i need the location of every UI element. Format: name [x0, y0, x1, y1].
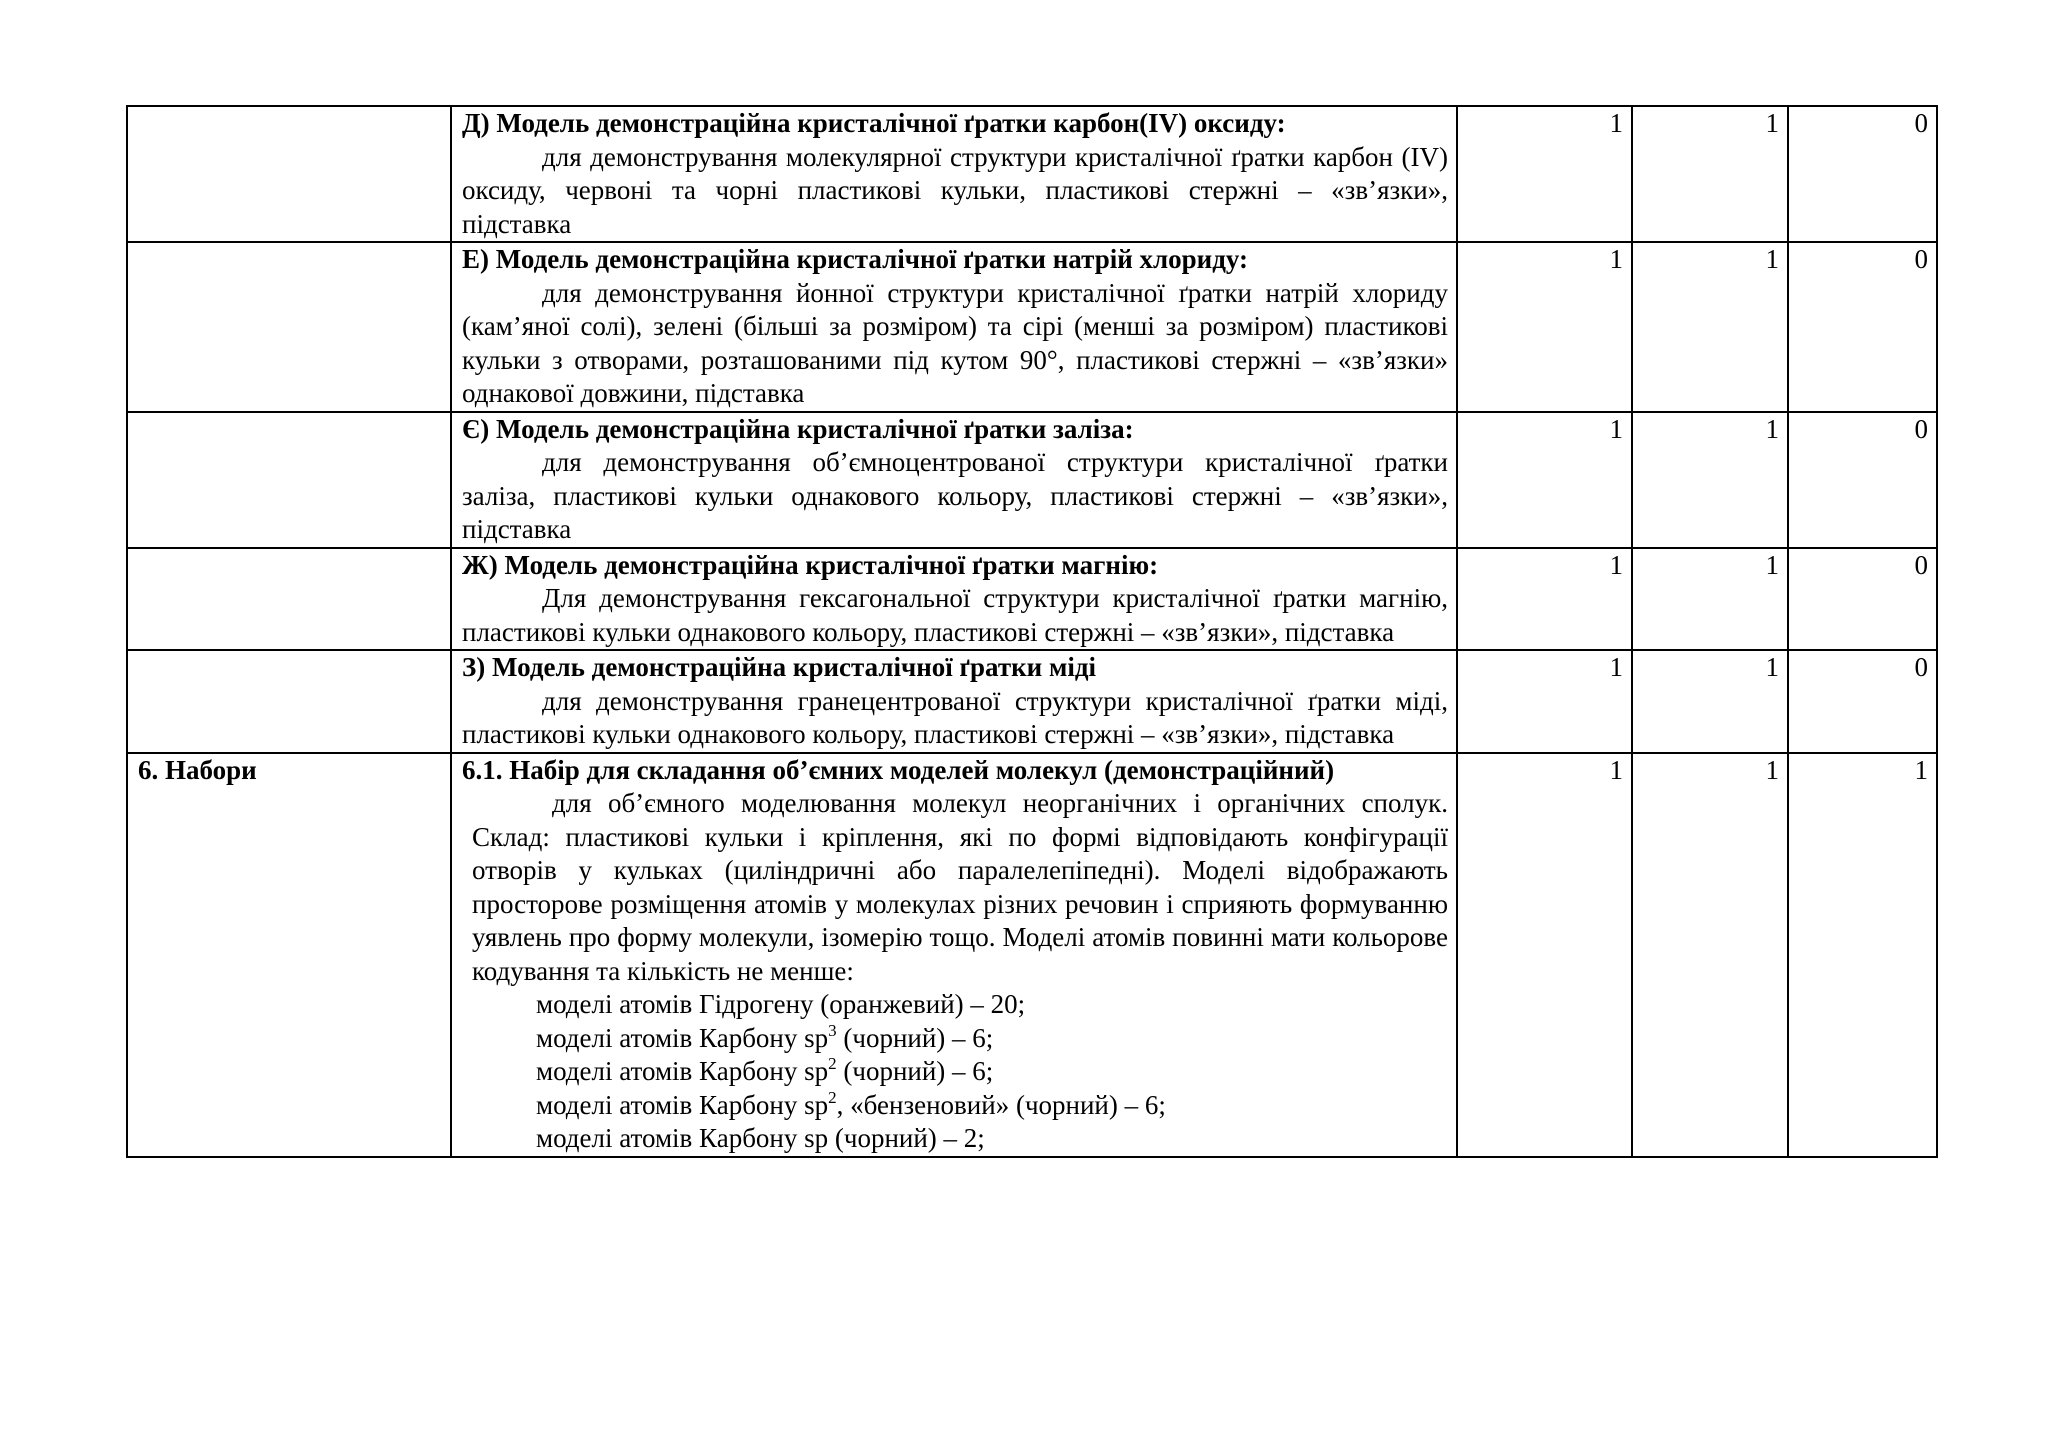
quantity-cell-3: 0 — [1788, 106, 1937, 242]
table-row — [127, 242, 1937, 412]
table-row — [127, 548, 1937, 651]
quantity-cell-3: 0 — [1788, 548, 1937, 651]
component-line: моделі атомів Карбону $sp^2$, «бензеновий» (чорний) – 6; — [536, 1087, 1166, 1120]
category-cell: 6. Набори — [127, 753, 451, 1157]
table-row — [127, 753, 1937, 1157]
item-title: Д) Модель демонстраційна кристалічної ґратки карбон(IV) оксиду: — [462, 108, 1286, 138]
quantity-cell-2: 1 — [1632, 412, 1788, 548]
table-row — [127, 412, 1937, 548]
quantity-cell-3: 0 — [1788, 650, 1937, 753]
quantity-cell-2: 1 — [1632, 650, 1788, 753]
quantity-cell-3: 0 — [1788, 412, 1937, 548]
table-row — [127, 106, 1937, 242]
table-row — [127, 650, 1937, 753]
item-cell — [451, 242, 1457, 412]
quantity-cell-1: 1 — [1457, 650, 1632, 753]
item-title: З) Модель демонстраційна кристалічної ґратки міді — [462, 652, 1097, 682]
quantity-cell-3: 1 — [1788, 753, 1937, 1157]
quantity-cell-2: 1 — [1632, 106, 1788, 242]
item-title: 6.1. Набір для складання об’ємних моделей молекул (демонстраційний) — [462, 754, 1335, 785]
component-line: моделі атомів Карбону $sp^3$ (чорний) – 6; — [536, 1020, 994, 1053]
quantity-cell-2: 1 — [1632, 242, 1788, 412]
item-description: Для демонстрування гексагональної структури кристалічної ґратки магнію, пластикові кульки однакового кольору, пластикові стержні – «зв’язки», підставка — [462, 583, 1448, 647]
category-cell — [127, 412, 451, 548]
category-cell — [127, 650, 451, 753]
category-cell — [127, 242, 451, 412]
item-description: для демонстрування молекулярної структури кристалічної ґратки карбон (IV) оксиду, червоні та чорні пластикові кульки, пластикові стержні – «зв’язки», підставка — [462, 141, 1448, 239]
item-title: Є) Модель демонстраційна кристалічної ґратки заліза: — [462, 413, 1134, 444]
quantity-cell-2: 1 — [1632, 548, 1788, 651]
quantity-cell-1: 1 — [1457, 753, 1632, 1157]
item-title: Ж) Модель демонстраційна кристалічної ґратки магнію: — [462, 549, 1159, 580]
quantity-cell-1: 1 — [1457, 412, 1632, 548]
item-cell — [451, 548, 1457, 651]
category-cell — [127, 106, 451, 242]
quantity-cell-1: 1 — [1457, 242, 1632, 412]
quantity-cell-2: 1 — [1632, 753, 1788, 1157]
item-description: для об’ємного моделювання молекул неорганічних і органічних сполук. Склад: пластикові кульки і кріплення, які по формі відповідають конфігурації отворів у кульках (циліндричні або паралелепіпедні). Моделі відображають просторове розміщення атомів у молекулах різних речовин і сприяють формуванню уявлень про форму молекули, ізомерію тощо. Моделі атомів повинні мати кольорове кодування та кількість не менше: — [472, 788, 1448, 986]
component-line: моделі атомів Гідрогену (оранжевий) – 20; — [536, 989, 1026, 1019]
item-description: для демонстрування гранецентрованої структури кристалічної ґратки міді, пластикові кульки однакового кольору, пластикові стержні – «зв’язки», підставка — [462, 685, 1448, 749]
item-description: для демонстрування йонної структури кристалічної ґратки натрій хлориду (кам’яної солі), зелені (більші за розміром) та сірі (менші за розміром) пластикові кульки з отворами, розташованими під кутом 90°, пластикові стержні – «зв’язки» однакової довжини, підставка — [462, 277, 1448, 408]
item-cell — [451, 412, 1457, 548]
quantity-cell-3: 0 — [1788, 242, 1937, 412]
item-title: Е) Модель демонстраційна кристалічної ґратки натрій хлориду: — [462, 244, 1249, 274]
component-line: моделі атомів Карбону sp (чорний) – 2; — [536, 1123, 985, 1153]
item-description: для демонстрування об’ємноцентрованої структури кристалічної ґратки заліза, пластикові кульки однакового кольору, пластикові стержні – «зв’язки», підставка — [462, 447, 1448, 544]
item-cell — [451, 650, 1457, 753]
item-cell — [451, 106, 1457, 242]
quantity-cell-1: 1 — [1457, 106, 1632, 242]
quantity-cell-1: 1 — [1457, 548, 1632, 651]
item-cell — [451, 753, 1457, 1157]
category-cell — [127, 548, 451, 651]
equipment-table — [126, 105, 1938, 1158]
component-line: моделі атомів Карбону $sp^2$ (чорний) – 6; — [536, 1054, 994, 1086]
